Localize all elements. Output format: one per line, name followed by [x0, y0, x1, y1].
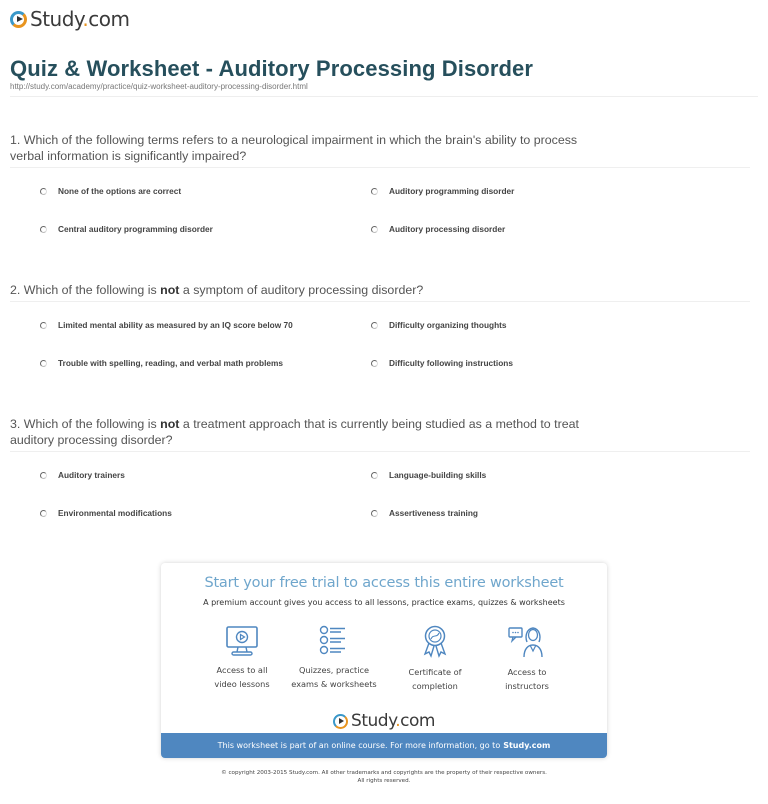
option-label: Auditory processing disorder	[389, 224, 506, 234]
question-divider	[10, 167, 750, 168]
answer-option[interactable]	[40, 320, 293, 330]
radio-button-icon[interactable]	[371, 188, 378, 195]
radio-button-icon[interactable]	[40, 360, 47, 367]
promo-study-com-logo[interactable]	[161, 708, 607, 734]
radio-button-icon[interactable]	[40, 510, 47, 517]
option-label: Assertiveness training	[389, 508, 478, 518]
question-1	[10, 132, 760, 234]
answer-option[interactable]	[40, 470, 125, 480]
question-text: 1. Which of the following terms refers to a neurological impairment in which the brain's ability to process verbal information is significantly impaired?	[10, 133, 578, 163]
video-monitor-icon	[225, 625, 259, 657]
option-label: Limited mental ability as measured by an IQ score below 70	[58, 320, 293, 330]
page-title: Quiz & Worksheet - Auditory Processing Disorder	[10, 56, 534, 81]
feature-quizzes	[279, 625, 389, 691]
radio-button-icon[interactable]	[40, 188, 47, 195]
feature-label: Access to instructors	[505, 667, 549, 691]
option-label: Central auditory programming disorder	[58, 224, 213, 234]
rights-line: All rights reserved.	[357, 778, 411, 784]
question-divider	[10, 451, 750, 452]
answer-option[interactable]	[371, 358, 513, 368]
feature-label: Quizzes, practice exams & worksheets	[291, 665, 377, 689]
logo-wordmark: Study.com	[351, 711, 435, 731]
radio-button-icon[interactable]	[371, 360, 378, 367]
course-info-bar	[161, 733, 607, 758]
radio-button-icon[interactable]	[40, 226, 47, 233]
question-text: 3. Which of the following is not a treatment approach that is currently being studied as a method to treat auditory processing disorder?	[10, 417, 579, 447]
page-url: http://study.com/academy/practice/quiz-worksheet-auditory-processing-disorder.html	[10, 82, 308, 91]
answer-option[interactable]	[40, 186, 181, 196]
answer-option[interactable]	[371, 224, 505, 234]
option-label: Language-building skills	[389, 470, 487, 480]
option-label: Difficulty organizing thoughts	[389, 320, 507, 330]
question-2	[10, 282, 760, 368]
checklist-icon	[317, 625, 351, 657]
study-com-link[interactable]: Study.com	[503, 741, 551, 750]
radio-button-icon[interactable]	[40, 472, 47, 479]
award-ribbon-icon	[418, 625, 452, 659]
play-logo-icon	[333, 714, 348, 729]
option-label: Difficulty following instructions	[389, 358, 513, 368]
logo-wordmark: Study.com	[30, 7, 130, 31]
feature-label: Access to all video lessons	[214, 665, 270, 689]
option-label: Trouble with spelling, reading, and verbal math problems	[58, 358, 283, 368]
answer-option[interactable]	[371, 508, 478, 518]
copyright-footer	[0, 769, 768, 785]
radio-button-icon[interactable]	[40, 322, 47, 329]
option-label: Auditory trainers	[58, 470, 125, 480]
answer-option[interactable]	[40, 224, 213, 234]
study-com-logo[interactable]	[10, 6, 129, 32]
course-info-text: This worksheet is part of an online course. For more information, go to	[217, 741, 501, 750]
feature-instructors	[472, 625, 582, 693]
answer-option[interactable]	[40, 508, 172, 518]
promo-title[interactable]: Start your free trial to access this entire worksheet	[204, 575, 564, 591]
free-trial-promo[interactable]	[161, 563, 607, 758]
question-3	[10, 416, 760, 518]
question-divider	[10, 301, 750, 302]
title-divider	[10, 96, 758, 97]
answer-option[interactable]	[371, 320, 507, 330]
radio-button-icon[interactable]	[371, 472, 378, 479]
feature-label: Certificate of completion	[408, 667, 462, 691]
option-label: Environmental modifications	[58, 508, 172, 518]
promo-subtitle: A premium account gives you access to all lessons, practice exams, quizzes & worksheets	[203, 598, 565, 607]
answer-option[interactable]	[371, 186, 514, 196]
answer-option[interactable]	[371, 470, 486, 480]
option-label: None of the options are correct	[58, 186, 182, 196]
question-text: 2. Which of the following is not a symptom of auditory processing disorder?	[10, 283, 424, 297]
radio-button-icon[interactable]	[371, 510, 378, 517]
answer-option[interactable]	[40, 358, 283, 368]
option-label: Auditory programming disorder	[389, 186, 515, 196]
copyright-line: © copyright 2003-2015 Study.com. All other trademarks and copyrights are the property of their respective owners.	[221, 770, 547, 776]
instructor-chat-icon	[507, 625, 547, 659]
play-logo-icon	[10, 11, 27, 28]
radio-button-icon[interactable]	[371, 226, 378, 233]
radio-button-icon[interactable]	[371, 322, 378, 329]
